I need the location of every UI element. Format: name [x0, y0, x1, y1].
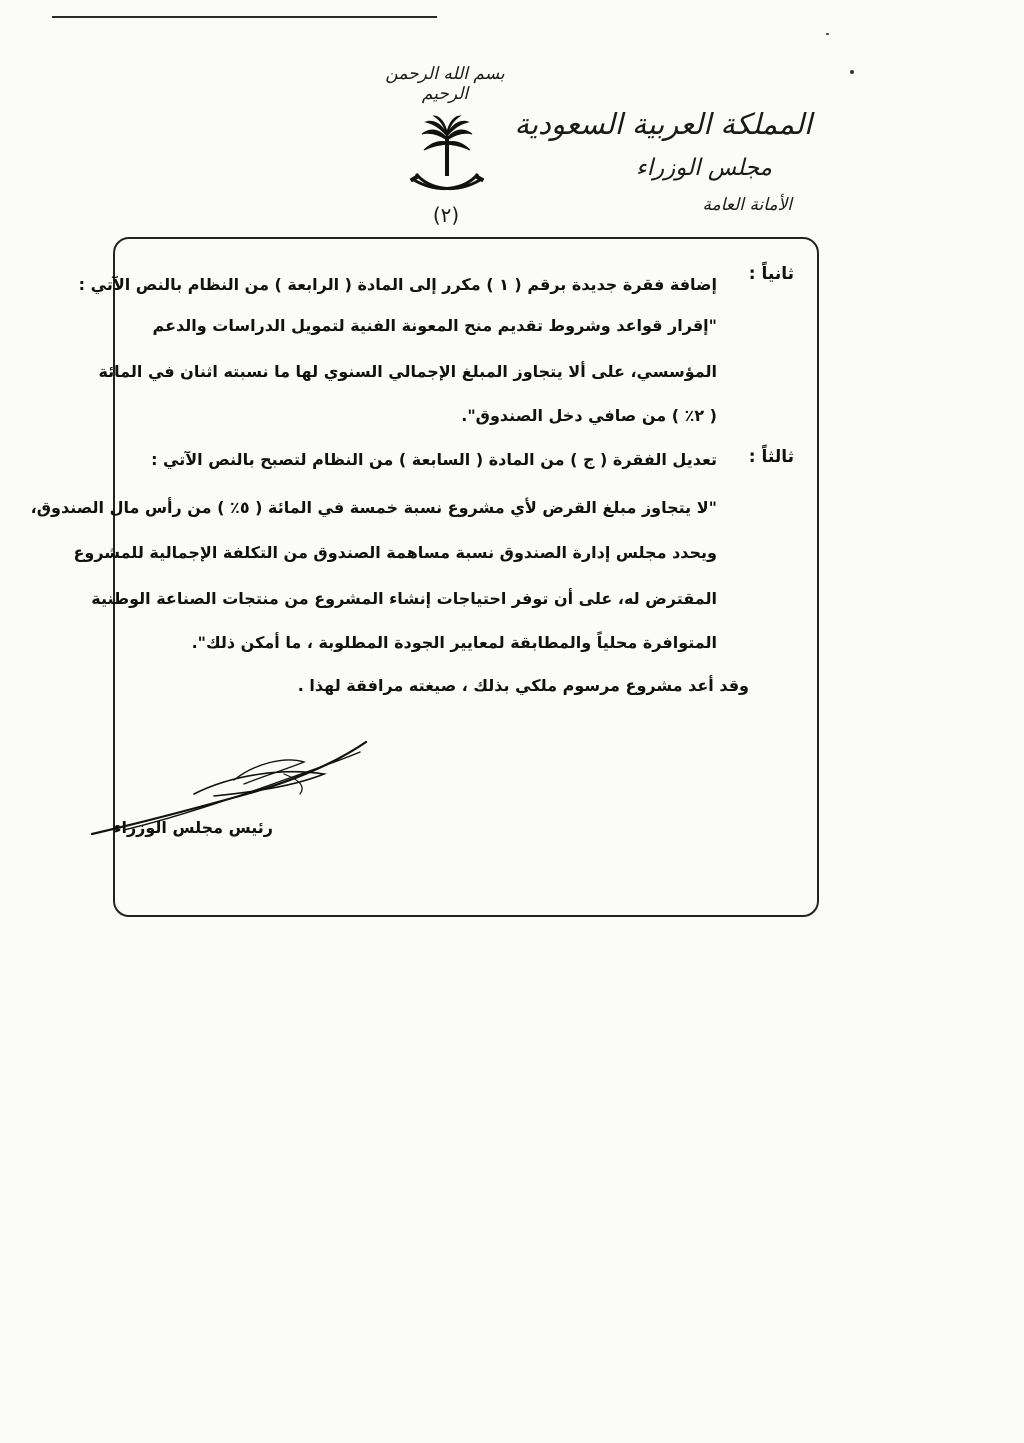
signature-title: رئيس مجلس الوزراء — [113, 818, 273, 837]
item-body-line: ( ٢٪ ) من صافي دخل الصندوق". — [461, 406, 717, 425]
item-heading-third: تعديل الفقرة ( ج ) من المادة ( السابعة ) من النظام لتصبح بالنص الآتي : — [151, 450, 717, 469]
item-body-line: المتوافرة محلياً والمطابقة لمعايير الجودة المطلوبة ، ما أمكن ذلك". — [191, 633, 717, 652]
item-heading-second: إضافة فقرة جديدة برقم ( ١ ) مكرر إلى المادة ( الرابعة ) من النظام بالنص الآتي : — [78, 275, 717, 294]
item-label-third: ثالثاً : — [748, 447, 794, 467]
item-body-line: المقترض له، على أن توفر احتياجات إنشاء المشروع من منتجات الصناعة الوطنية — [91, 589, 717, 608]
scan-speck — [826, 33, 829, 35]
kingdom-name: المملكة العربية السعودية — [514, 107, 812, 141]
basmala: بسم الله الرحمن الرحيم — [385, 64, 505, 104]
item-body-line: "إقرار قواعد وشروط تقديم منح المعونة الفنية لتمويل الدراسات والدعم — [152, 316, 717, 335]
item-body-line: ويحدد مجلس إدارة الصندوق نسبة مساهمة الصندوق من التكلفة الإجمالية للمشروع — [73, 543, 717, 562]
scan-edge-line — [52, 16, 437, 18]
closing-statement: وقد أعد مشروع مرسوم ملكي بذلك ، صيغته مرافقة لهذا . — [297, 676, 749, 695]
secretariat-name: الأمانة العامة — [702, 195, 792, 215]
palm-and-swords-emblem-icon — [408, 114, 486, 208]
scan-speck — [850, 70, 854, 74]
council-name: مجلس الوزراء — [635, 155, 772, 181]
page-number: (٢) — [432, 203, 460, 227]
letterhead — [514, 100, 812, 222]
item-body-line: المؤسسي، على ألا يتجاوز المبلغ الإجمالي السنوي لها ما نسبته اثنان في المائة — [98, 362, 717, 381]
item-label-second: ثانياً : — [748, 264, 794, 284]
item-body-line: "لا يتجاوز مبلغ القرض لأي مشروع نسبة خمسة في المائة ( ٥٪ ) من رأس مال الصندوق، — [30, 498, 717, 517]
